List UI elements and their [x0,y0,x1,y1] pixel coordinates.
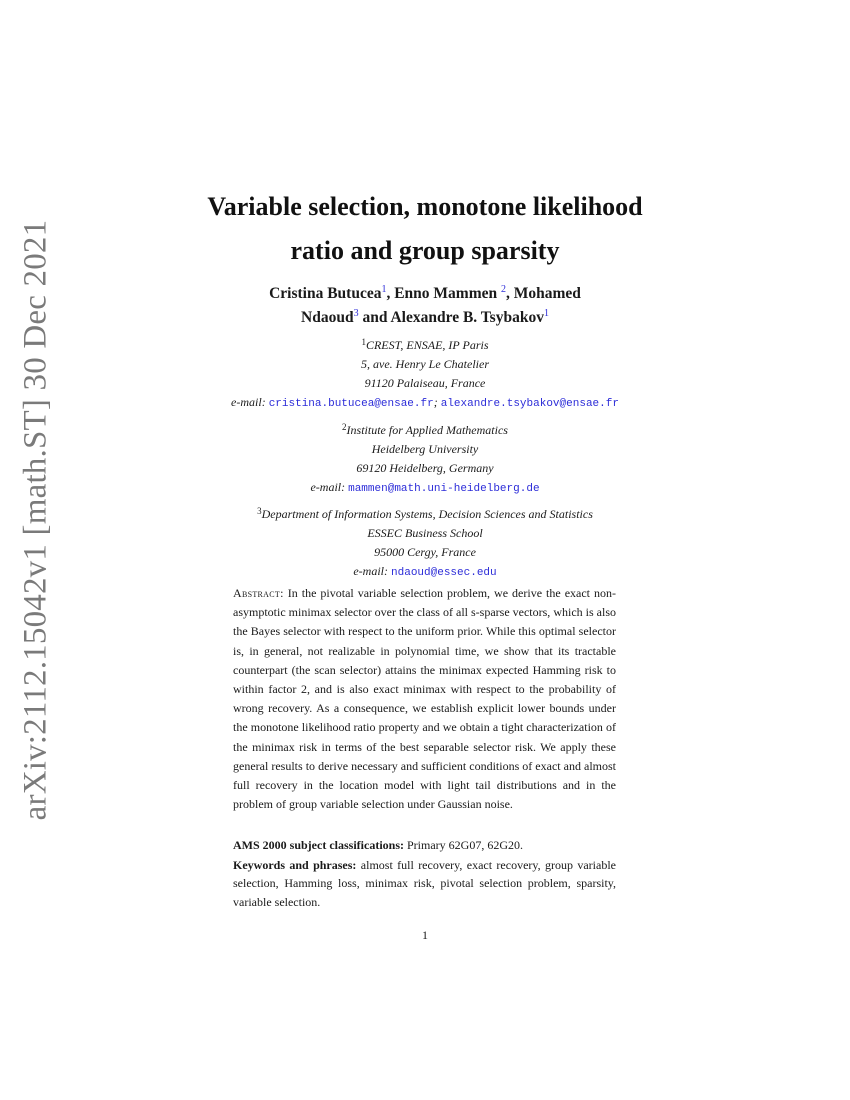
author-affiliation-link[interactable]: 1 [381,284,387,295]
author-separator: , [386,285,395,302]
affiliation-name [0,421,850,440]
affiliation-email-line [0,393,850,414]
author-list-line-2 [0,309,850,327]
keywords-label: Keywords and phrases: [233,858,357,872]
arxiv-identifier-text: arXiv:2112.15042v1 [math.ST] 30 Dec 2021 [17,219,54,821]
affiliation-email-line [0,478,850,499]
author-name: , Mohamed [506,285,581,302]
affiliation-address: 5, ave. Henry Le Chatelier [361,357,489,371]
affiliation-name [0,505,850,524]
abstract-label: Abstract: [233,586,284,600]
affiliation-city: 95000 Cergy, France [374,545,476,559]
author-affiliation-link[interactable]: 3 [353,308,359,319]
keywords [233,856,616,911]
author-list-line-1 [0,285,850,303]
author-name: Enno Mammen [394,285,501,302]
affiliation-block-3 [0,505,850,583]
abstract [233,584,616,814]
affiliation-city: 91120 Palaiseau, France [364,376,486,390]
affiliation-mark: 2 [342,422,347,432]
affiliation-mark: 1 [361,337,366,347]
author-separator: and [358,309,391,326]
affiliation-address: Heidelberg University [371,442,479,456]
author-name: Cristina Butucea [269,285,382,302]
affiliation-email-line [0,562,850,583]
affiliation-name [0,336,850,355]
affiliation-mark: 3 [257,506,262,516]
affiliation-name-text: Institute for Applied Mathematics [346,423,508,437]
email-link[interactable]: mammen@math.uni-heidelberg.de [348,483,540,495]
email-link[interactable]: ndaoud@essec.edu [391,567,497,579]
author-name: Alexandre B. Tsybakov [390,309,544,326]
email-label: e-mail: [231,395,269,409]
email-link[interactable]: alexandre.tsybakov@ensae.fr [440,398,619,410]
paper-title-line-1: Variable selection, monotone likelihood [207,192,643,221]
affiliation-block-1 [0,336,850,414]
email-label: e-mail: [353,564,392,578]
author-affiliation-link[interactable]: 2 [501,284,506,295]
author-affiliation-link[interactable]: 1 [543,308,549,319]
affiliation-city: 69120 Heidelberg, Germany [356,461,494,475]
keywords-text: almost full recovery, exact recovery, group variable selection, Hamming loss, minimax risk, pivotal selection problem, sparsity, variable selection. [233,858,616,909]
affiliation-name-text: CREST, ENSAE, IP Paris [365,338,489,352]
ams-text: Primary 62G07, 62G20. [404,838,523,852]
ams-label: AMS 2000 subject classifications: [233,838,404,852]
author-name: Ndaoud [301,309,354,326]
affiliation-block-2 [0,421,850,499]
abstract-text: In the pivotal variable selection problem, we derive the exact non-asymptotic minimax selector over the class of all s-sparse vectors, which is also the Bayes selector with respect to the uniform prior. While this optimal selector is, in general, not realizable in polynomial time, we show that its tractable counterpart (the scan selector) attains the minimax expected Hamming risk to within factor 2, and is also exact minimax with respect to the probability of wrong recovery. As a consequence, we establish explicit lower bounds under the monotone likelihood ratio property and we obtain a tight characterization of the minimax risk in terms of the best separable selector risk. We apply these general results to derive necessary and sufficient conditions of exact and almost full recovery in the location model with light tail distributions and in the problem of group variable selection under Gaussian noise. [233,586,617,812]
email-label: e-mail: [310,480,349,494]
page-number: 1 [422,928,428,942]
paper-title-line-2: ratio and group sparsity [290,236,560,265]
email-link[interactable]: cristina.butucea@ensae.fr [268,398,434,410]
affiliation-name-text: Department of Information Systems, Decision Sciences and Statistics [261,507,593,521]
affiliation-address: ESSEC Business School [367,526,483,540]
ams-classification [233,836,616,854]
email-separator: ; [433,395,441,409]
